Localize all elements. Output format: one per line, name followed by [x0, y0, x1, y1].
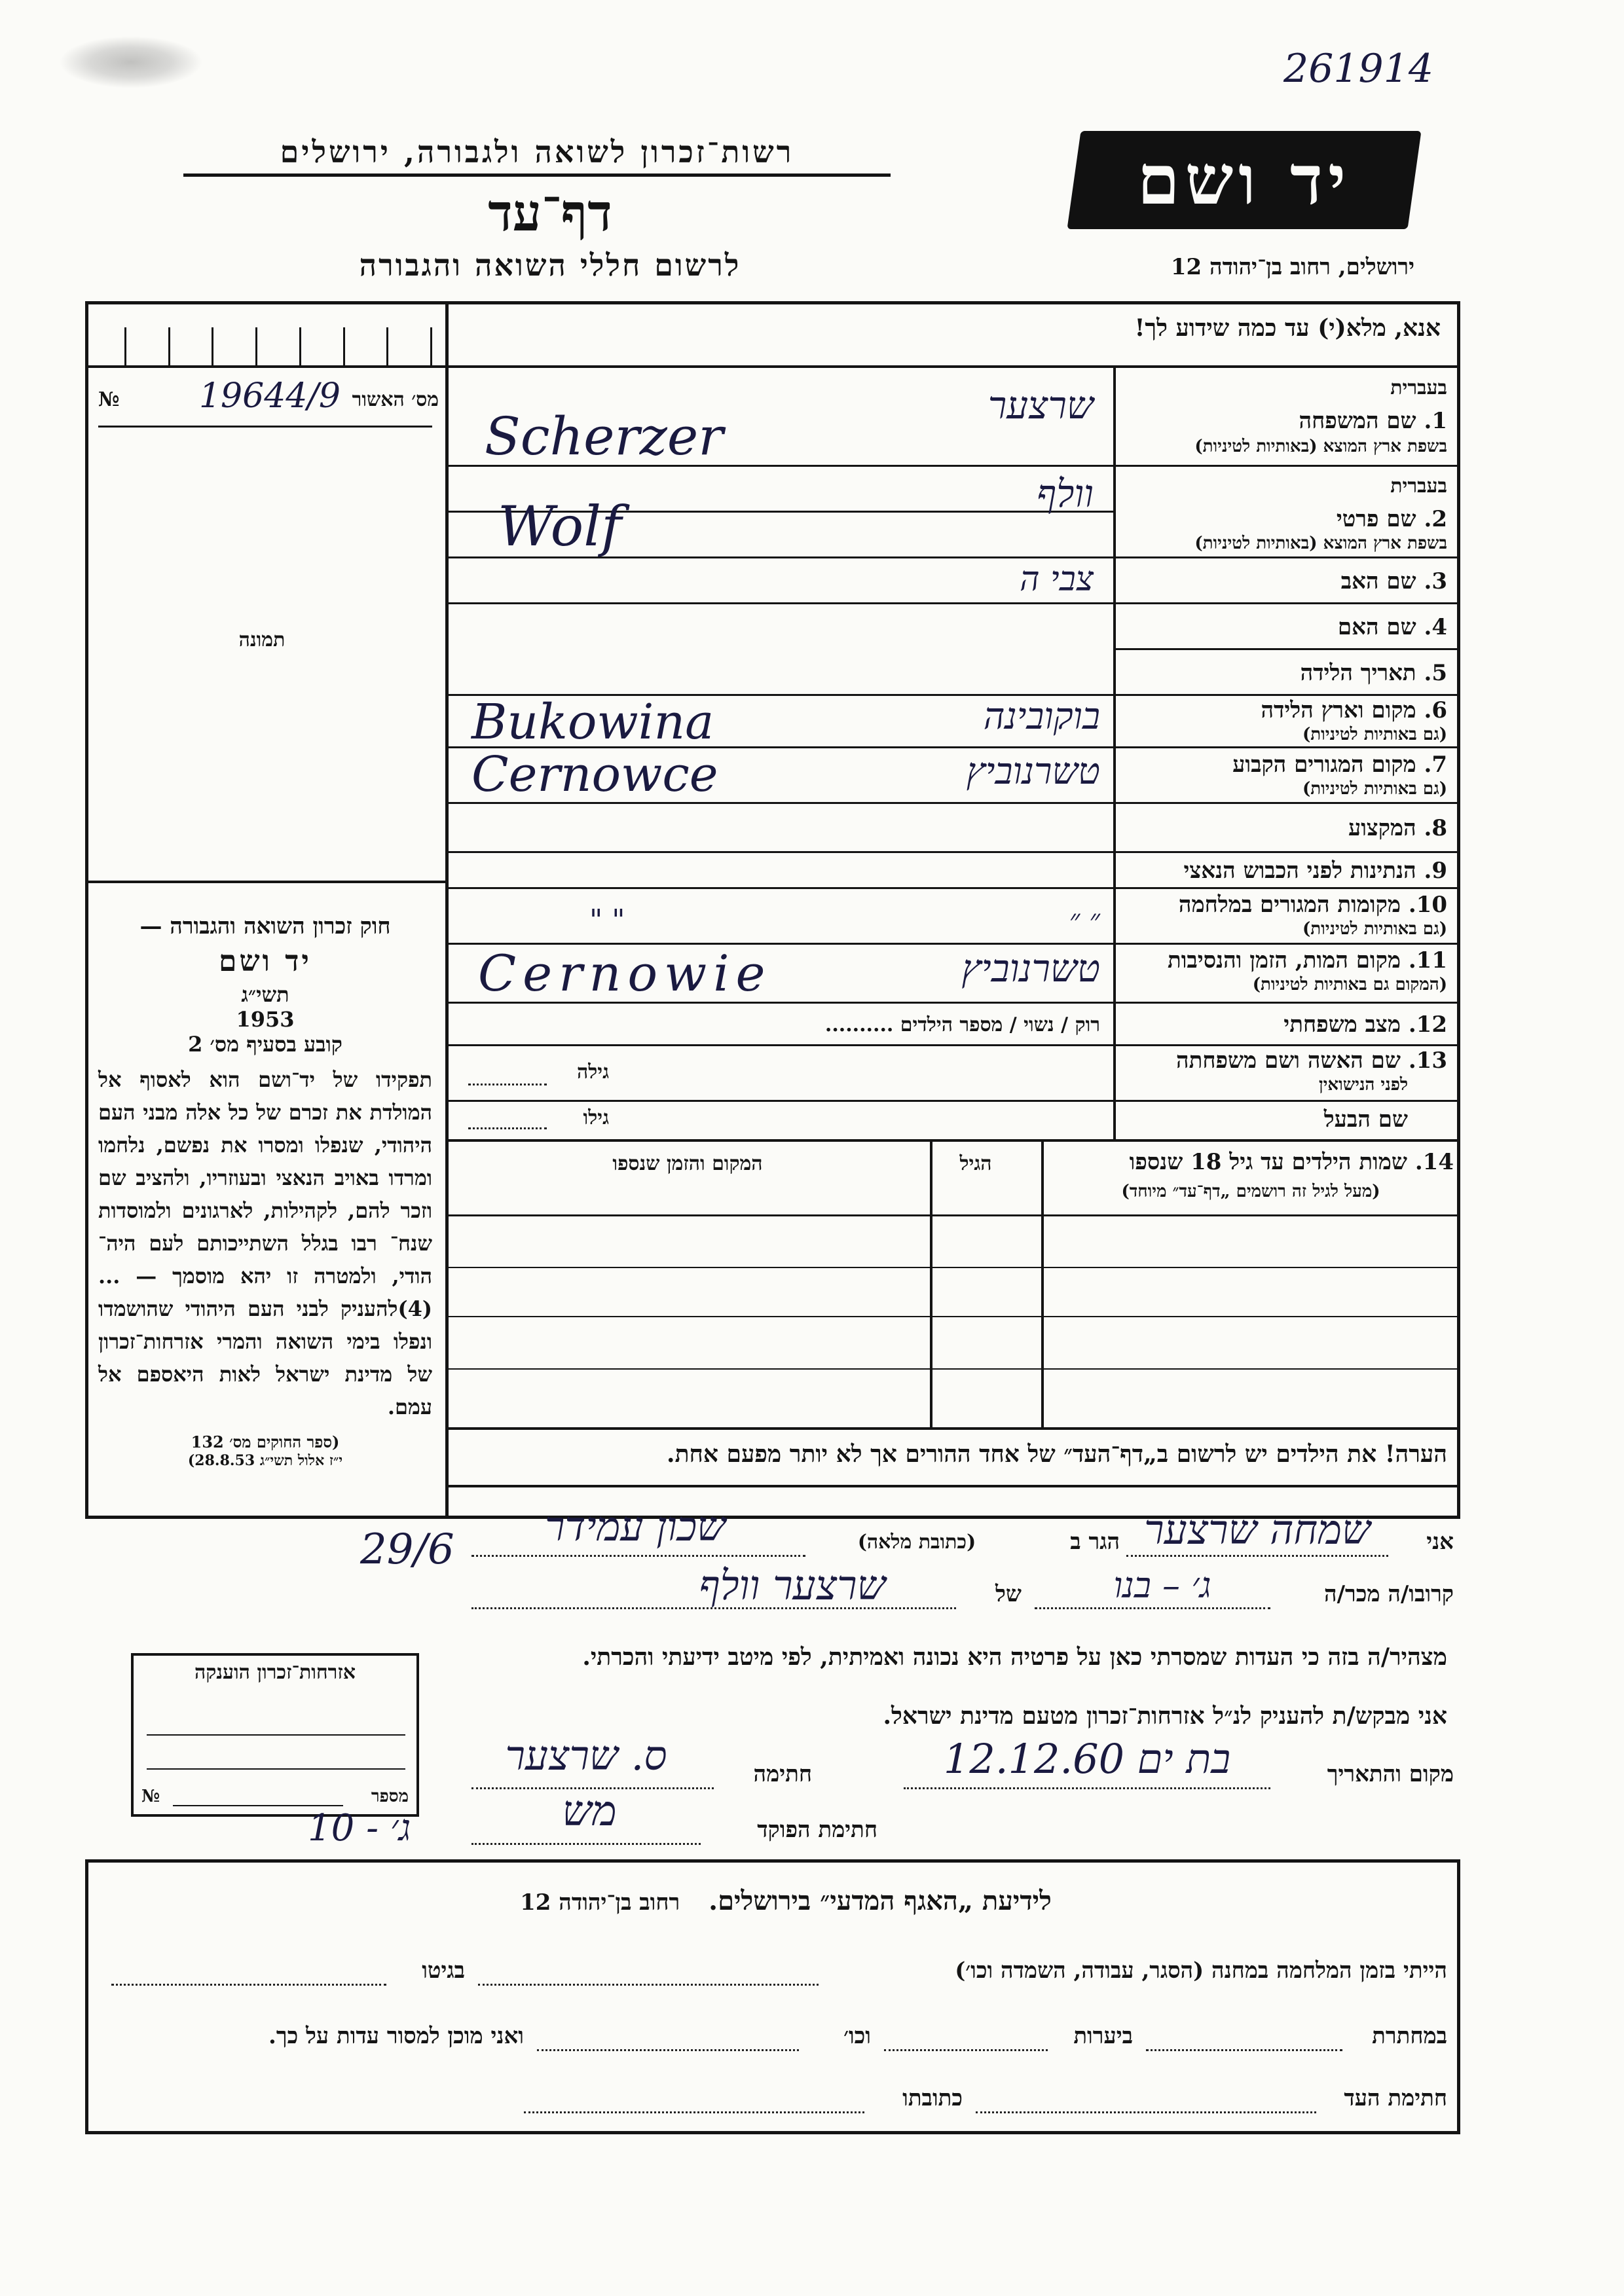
field-3	[1120, 568, 1447, 594]
field-4-num: 4.	[1424, 614, 1447, 640]
field-3-hebrew: צבי ה	[1020, 560, 1094, 599]
field-3-num: 3.	[1424, 568, 1447, 594]
field-6-label: מקום וארץ הלידה	[1261, 697, 1416, 723]
address: ירושלים, רחוב בן־יהודה 12	[1170, 254, 1414, 280]
registration-row	[98, 376, 439, 422]
field-3-label: שם האב	[1340, 568, 1416, 594]
form-title: דף־עד	[488, 183, 612, 243]
field-2-latin: Wolf	[498, 494, 622, 558]
field-11-num: 11.	[1408, 947, 1447, 974]
law-source-date: י״ז אלול תשי״ג 28.8.53)	[187, 1452, 343, 1469]
field-4	[1120, 614, 1447, 640]
children-sub: (מעל לגיל זה רושמים „דף־עד״ מיוחד)	[1121, 1182, 1380, 1201]
decl-relation: ג׳ – בנו	[1113, 1565, 1211, 1606]
decl-declaration: מצהיר/ה בזה כי העדות שמסרתי כאן על פרטיה היא נכונה ואמיתית, לפי מיטב ידיעתי והכרתי.	[582, 1643, 1447, 1671]
field-10-label: מקומות המגורים במלחמה	[1178, 892, 1401, 918]
registration-value: 19644/9	[198, 376, 341, 416]
bottom-line2b: ביערות	[1073, 2023, 1133, 2049]
field-6-sub: (גם באותיות לטיניות)	[1302, 725, 1447, 744]
field-5-num: 5.	[1424, 660, 1447, 686]
field-9-label: הנתינות לפני הכבוש הנאצי	[1183, 858, 1416, 884]
field-2-label: שם פרטי	[1336, 506, 1416, 532]
children-note: הערה! את הילדים יש לרשום ב„דף־העד״ של אחד ההורים אך לא יותר מפעם אחת.	[667, 1440, 1447, 1468]
field-9-num: 9.	[1424, 858, 1447, 884]
field-8	[1120, 815, 1447, 841]
field-5	[1120, 660, 1447, 686]
field-7-num: 7.	[1424, 752, 1447, 778]
decl-of-name: שרצער וולף	[699, 1561, 886, 1609]
field-11-label: מקום המות, הזמן והנסיבות	[1167, 947, 1401, 974]
bottom-title: לידיעת „האגף המדעי״ בירושלים.	[709, 1886, 1052, 1916]
stamp-box-title: אזרחות־זכרון הוענקה	[194, 1661, 356, 1684]
decl-signature: ס. שרצער	[505, 1732, 667, 1779]
field-7-label: מקום המגורים הקבוע	[1232, 752, 1416, 778]
decl-gar: הגר ב	[1070, 1529, 1120, 1555]
decl-of-label: של	[995, 1581, 1022, 1607]
field-1-side: בעברית	[1390, 376, 1447, 399]
field-4-label: שם האם	[1337, 614, 1416, 640]
bottom-line2a: במחתרת	[1372, 2023, 1447, 2049]
bottom-line2c: וכו׳	[843, 2023, 871, 2049]
decl-request: אני מבקש/ת להעניק לנ״ל אזרחות־זכרון מטעם מדינת ישראל.	[883, 1702, 1447, 1730]
law-name: יד ושם	[219, 945, 312, 978]
field-1-sub: בשפת ארץ המוצא (באותיות לטיניות)	[1194, 437, 1447, 456]
children-num: 14.	[1414, 1149, 1454, 1175]
field-12-label: מצב משפחתי	[1283, 1011, 1401, 1038]
decl-relation-label: קרובו/ה מכר/ה	[1324, 1581, 1454, 1607]
intro-text: אנא, מלא(י) עד כמה שידוע לך!	[1134, 314, 1441, 342]
children-title: שמות הילדים עד גיל 18 שנספו	[1129, 1149, 1407, 1175]
field-1-num: 1.	[1424, 408, 1447, 434]
registration-cells	[124, 327, 432, 367]
field-10-latin: " "	[589, 903, 625, 937]
field-10-hebrew: ״ ״	[1069, 903, 1100, 937]
decl-signature-label: חתימה	[753, 1761, 812, 1787]
field-10-num: 10.	[1408, 892, 1447, 918]
children-col-age: הגיל	[959, 1152, 992, 1175]
field-6-hebrew: בוקובינה	[983, 695, 1100, 738]
bottom-title-row	[393, 1886, 1179, 1916]
field-10-sub: (גם באותיות לטיניות)	[1302, 919, 1447, 939]
bottom-line1	[105, 1958, 1447, 1997]
field-8-num: 8.	[1424, 815, 1447, 841]
bottom-line3b: כתובתו	[902, 2085, 963, 2111]
field-13-num: 13.	[1408, 1048, 1447, 1074]
field-8-label: המקצוע	[1348, 815, 1416, 841]
children-col-place: המקום והזמן שנספו	[612, 1152, 763, 1175]
decl-official-sig: מש	[562, 1787, 617, 1836]
field-1-hebrew: שרצער	[987, 383, 1094, 428]
bottom-line3	[105, 2085, 1447, 2124]
side-note: 29/6	[360, 1525, 454, 1574]
field-1-label: שם המשפחה	[1299, 408, 1416, 434]
registration-no: №	[98, 388, 120, 411]
field-11-latin: Cernowie	[478, 944, 772, 1002]
decl-ani: אני	[1426, 1529, 1454, 1555]
bottom-line3a: חתימת העד	[1344, 2085, 1447, 2111]
authority-title: רשות־זכרון לשואה ולגבורה, ירושלים	[183, 134, 891, 177]
law-year: 1953	[236, 1007, 295, 1032]
decl-place-date: בת ים 12.12.60	[943, 1735, 1231, 1783]
field-11-hebrew: טשרנוביץ	[961, 946, 1100, 991]
decl-address: שכון עמידר	[544, 1503, 726, 1550]
field-2-hebrew: וולף	[1037, 471, 1094, 516]
law-text: תפקידו של יד־ושם הוא לאסוף אל המולדת את זכרם של כל אלה מבני העם היהודי, שנפלו ומסרו את נפשם, נלחמו ומרדו באויב הנאצי ובעוזריו, ולהציב שם וזכר להם, לקהילות, לארגונים ולמוסדות שנח־ רבו בגלל השתייכותם לעם היה־ הודי, ולמטרה זו יהא מוסמך — ...(4)להעניק לבני העם היהודי שהושמדו ונפלו בימי השואה והמרי אזרחות־זכרון של מדינת ישראל לאות היאספם אל עמם.	[98, 1067, 432, 1419]
decl-name: שמחה שרצער	[1144, 1506, 1371, 1554]
field-13-label: שם האשה ושם משפחתה	[1176, 1048, 1401, 1074]
field-7-hebrew: טשרנוביץ	[966, 750, 1100, 793]
form-subtitle: לרשום חללי השואה והגבורה	[359, 247, 741, 283]
children-header	[1048, 1149, 1454, 1201]
stamp-box-number-label: מספר	[371, 1787, 409, 1806]
field-2-side: בעברית	[1390, 475, 1447, 498]
yad-vashem-logo	[1067, 131, 1421, 229]
law-year-heb: תשי״ג	[241, 982, 289, 1007]
logo-lettering: יד ושם	[1137, 139, 1352, 220]
law-clause: קובע בסעיף מס׳ 2	[188, 1032, 342, 1057]
field-13-sub: לפני הנישואין	[1318, 1075, 1408, 1095]
field-7-sub: (גם באותיות לטיניות)	[1302, 779, 1447, 799]
age-wife-label: גילה	[576, 1061, 609, 1084]
decl-place-date-label: מקום והתאריך	[1327, 1761, 1454, 1787]
field-1-latin: Scherzer	[485, 406, 724, 467]
bottom-line2	[105, 2023, 1447, 2062]
bottom-address: רחוב בן־יהודה 12	[520, 1889, 680, 1916]
bottom-line2d: ואני מוכן למסור עדות על כך.	[268, 2023, 524, 2049]
field-6-latin: Bukowina	[471, 694, 714, 750]
age-husband-label: גילו	[583, 1106, 609, 1129]
photo-label: תמונה	[238, 629, 286, 651]
stamp-box-no: №	[141, 1787, 160, 1806]
field-7-latin: Cernowce	[471, 746, 718, 803]
field-2-num: 2.	[1424, 506, 1447, 532]
law-box	[98, 913, 432, 1469]
field-12	[1120, 1011, 1447, 1038]
field-6-num: 6.	[1424, 697, 1447, 723]
field-11-sub: (המקום גם באותיות לטיניות)	[1252, 975, 1447, 994]
extra-mark: ג׳ - 10	[308, 1807, 411, 1850]
field-12-num: 12.	[1408, 1011, 1447, 1038]
stamp-box	[131, 1653, 419, 1817]
doc-number: 261914	[1283, 46, 1434, 92]
marital-options-text: רוק / נשוי / מספר הילדים	[900, 1013, 1100, 1036]
field-5-label: תאריך הלידה	[1300, 660, 1416, 686]
marital-options: רוק / נשוי / מספר הילדים ..........	[824, 1013, 1100, 1036]
law-heading: חוק זכרון השואה והגבורה —	[139, 913, 391, 939]
field-9	[1120, 858, 1447, 884]
law-source: (ספר החוקים מס׳ 132	[191, 1432, 340, 1451]
decl-official-label: חתימת הפוקד	[757, 1817, 877, 1843]
registration-label: מס׳ האשור	[352, 388, 439, 411]
bottom-line1b: בגיטו	[422, 1958, 465, 1984]
decl-full-address: (כתובת מלאה)	[857, 1531, 976, 1554]
husband-label: שם הבעל	[1323, 1106, 1408, 1133]
scan-smudge	[59, 36, 203, 88]
field-2-sub: בשפת ארץ המוצא (באותיות לטיניות)	[1194, 534, 1447, 553]
bottom-line1a: הייתי בזמן המלחמה במחנה (הסגר, עבודה, השמדה וכו׳)	[955, 1958, 1447, 1984]
